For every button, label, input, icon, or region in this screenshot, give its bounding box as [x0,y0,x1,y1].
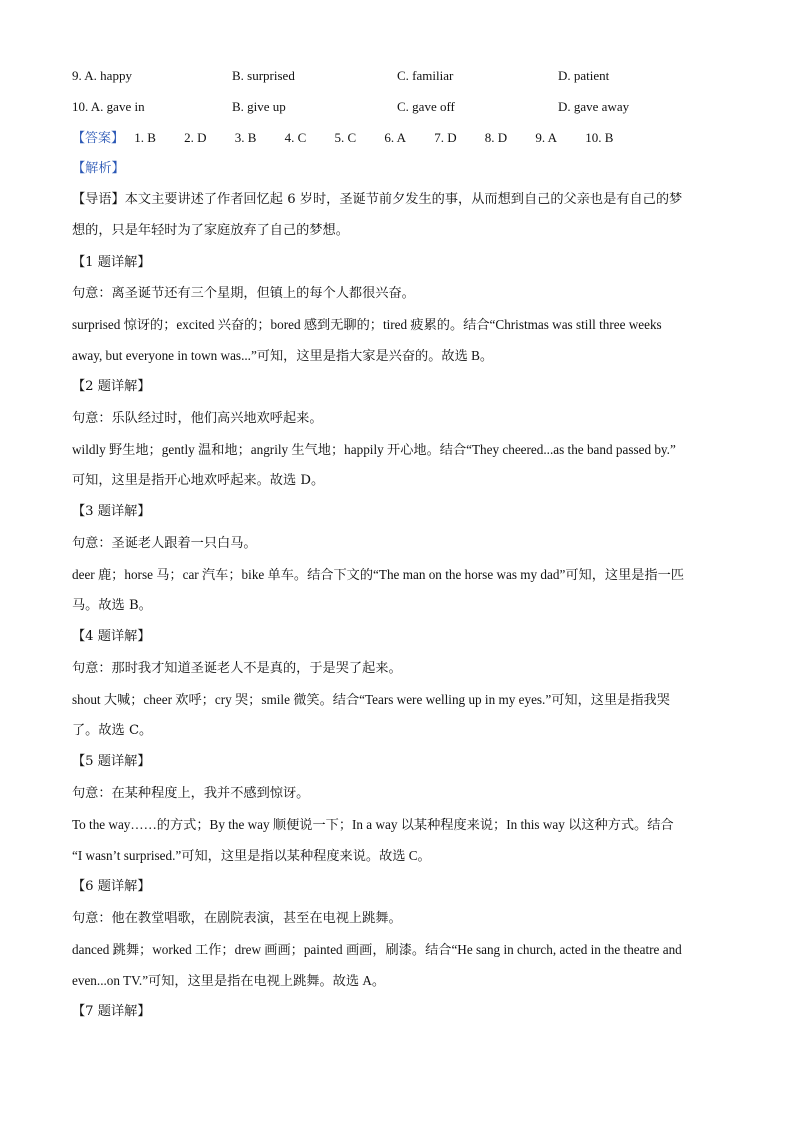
intro-line: 【导语】本文主要讲述了作者回忆起 6 岁时，圣诞节前夕发生的事，从而想到自己的父亲也是有自己的梦 [72,192,683,207]
explanation-line: deer 鹿；horse 马；car 汽车；bike 单车。结合下文的“The man on the horse was my dad”可知，这里是指一匹 [72,567,684,582]
answer-item: 9. A [535,130,558,145]
explanation-line: wildly 野生地；gently 温和地；angrily 生气地；happily 开心地。结合“They cheered...as the band passed by.” [72,442,676,457]
explanation-line: surprised 惊讶的；excited 兴奋的；bored 感到无聊的；tired 疲累的。结合“Christmas was still three weeks [72,317,662,332]
option-9-a: 9. A. happy [72,68,132,83]
section-heading: 【5 题详解】 [72,754,151,769]
sentence-meaning: 句意：那时我才知道圣诞老人不是真的，于是哭了起来。 [72,661,402,676]
analysis-label: 【解析】 [72,161,125,176]
sentence-meaning: 句意：乐队经过时，他们高兴地欢呼起来。 [72,411,323,426]
answer-item: 2. D [184,130,207,145]
explanation-line: “I wasn’t surprised.”可知，这里是指以某种程度来说。故选 C。 [72,848,431,863]
explanation-line: 马。故选 B。 [72,598,152,613]
option-9-b: B. surprised [232,68,295,83]
section-heading: 【6 题详解】 [72,879,151,894]
answer-item: 4. C [284,130,307,145]
sentence-meaning: 句意：他在教堂唱歌，在剧院表演，甚至在电视上跳舞。 [72,911,402,926]
answer-row [72,129,637,148]
section-heading: 【4 题详解】 [72,629,151,644]
answer-item: 1. B [134,130,156,145]
explanation-line: shout 大喊；cheer 欢呼；cry 哭；smile 微笑。结合“Tears were welling up in my eyes.”可知，这里是指我哭 [72,692,670,707]
answer-item: 3. B [234,130,257,145]
answer-item: 10. B [585,130,614,145]
answer-item: 7. D [434,130,457,145]
option-9-c: C. familiar [397,68,454,83]
answer-item: 8. D [484,130,508,145]
option-10-c: C. gave off [397,99,455,114]
sentence-meaning: 句意：在某种程度上，我并不感到惊讶。 [72,786,310,801]
explanation-line: even...on TV.”可知，这里是指在电视上跳舞。故选 A。 [72,973,386,988]
sentence-meaning: 句意：圣诞老人跟着一只白马。 [72,536,257,551]
option-10-d: D. gave away [558,99,630,114]
section-heading: 【2 题详解】 [72,379,151,394]
intro-line: 想的，只是年轻时为了家庭放弃了自己的梦想。 [72,223,349,238]
option-9-d: D. patient [558,68,610,83]
option-10-b: B. give up [232,99,286,114]
sentence-meaning: 句意：离圣诞节还有三个星期，但镇上的每个人都很兴奋。 [72,286,415,301]
option-10-a: 10. A. gave in [72,99,145,114]
explanation-line: 了。故选 C。 [72,723,153,738]
answer-label: 【答案】 [72,131,125,146]
explanation-line: danced 跳舞；worked 工作；drew 画画；painted 画画，刷漆。结合“He sang in church, acted in the theatre and [72,942,682,957]
answer-item: 5. C [334,130,357,145]
explanation-line: 可知，这里是指开心地欢呼起来。故选 D。 [72,473,325,488]
section-heading: 【3 题详解】 [72,504,151,519]
answer-item: 6. A [384,130,406,145]
section-heading: 【7 题详解】 [72,1004,151,1019]
section-heading: 【1 题详解】 [72,255,151,270]
explanation-line: away, but everyone in town was...”可知，这里是指大家是兴奋的。故选 B。 [72,348,494,363]
explanation-line: To the way……的方式；By the way 顺便说一下；In a way 以某种程度来说；In this way 以这种方式。结合 [72,817,674,832]
